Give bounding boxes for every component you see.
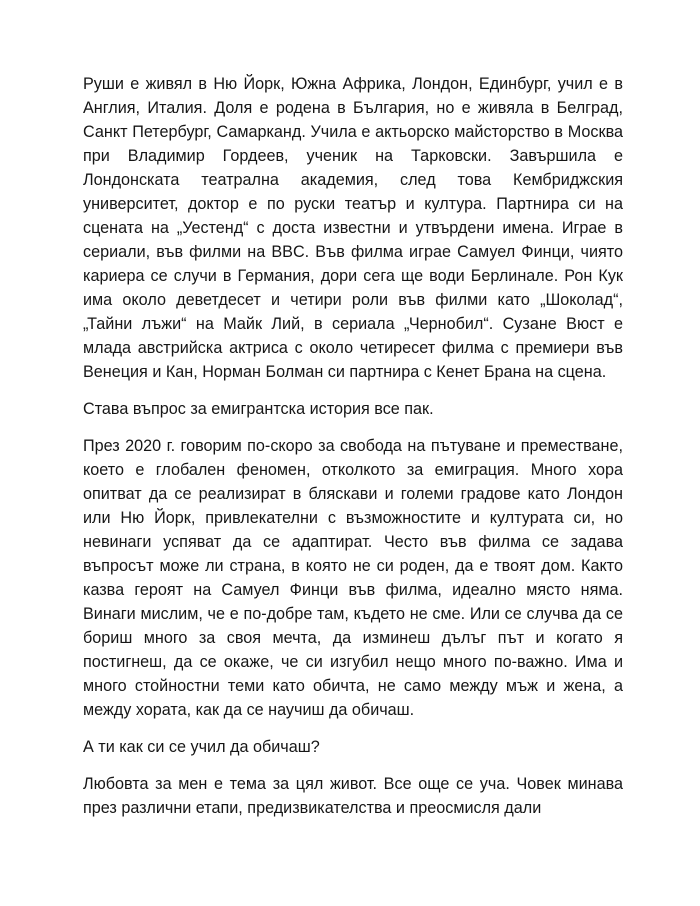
paragraph-question-emigrant-story: Става въпрос за емигрантска история все пак. (83, 400, 434, 418)
paragraph-cast-biographies: Руши е живял в Ню Йорк, Южна Африка, Лондон, Единбург, учил е в Англия, Италия. Доля е родена в България, но е живяла в Белград, Санкт Петербург, Самарканд. Учила е актьорско майсторство в Москва при Владимир Гордеев, ученик на Тарковски. Завършила е Лондонската театрална академия, след това Кембриджския университет, доктор е по руски театър и култура. Партнира си на сцената на „Уестенд“ с доста известни и утвърдени имена. Играе в сериали, във филми на BBC. Във филма играе Самуел Финци, чиято кариера се случи в Германия, дори сега ще води Берлинале. Рон Кук има около деветдесет и четири роли във филми като „Шоколад“, „Тайни лъжи“ на Майк Лий, в сериала „Чернобил“. Сузане Вюст е млада австрийска актриса с около четиресет филма с премиери във Венеция и Кан, Норман Болман си партнира с Кенет Брана на сцена. (83, 75, 623, 381)
paragraph-answer-love-lifelong-theme: Любовта за мен е тема за цял живот. Все още се уча. Човек минава през различни етапи, предизвикателства и преосмисля дали (83, 775, 623, 817)
paragraph-question-learning-to-love: А ти как си се учил да обичаш? (83, 738, 320, 756)
paragraph-answer-freedom-of-travel: През 2020 г. говорим по-скоро за свобода на пътуване и преместване, което е глобален феномен, отколкото за емиграция. Много хора опитват да се реализират в бляскави и големи градове като Лондон или Ню Йорк, привлекателни с възможностите и културата си, но невинаги успяват да се адаптират. Често във филма се задава въпросът може ли страна, в която не си роден, да е твоят дом. Както казва героят на Самуел Финци във филма, идеално място няма. Винаги мислим, че е по-добре там, където не сме. Или се случва да се бориш много за своя мечта, да изминеш дълъг път и когато я постигнеш, да се окаже, че си изгубил нещо много по-важно. Има и много стойностни теми като обичта, не само между мъж и жена, а между хората, как да се научиш да обичаш. (83, 437, 623, 719)
document-body (83, 72, 623, 833)
